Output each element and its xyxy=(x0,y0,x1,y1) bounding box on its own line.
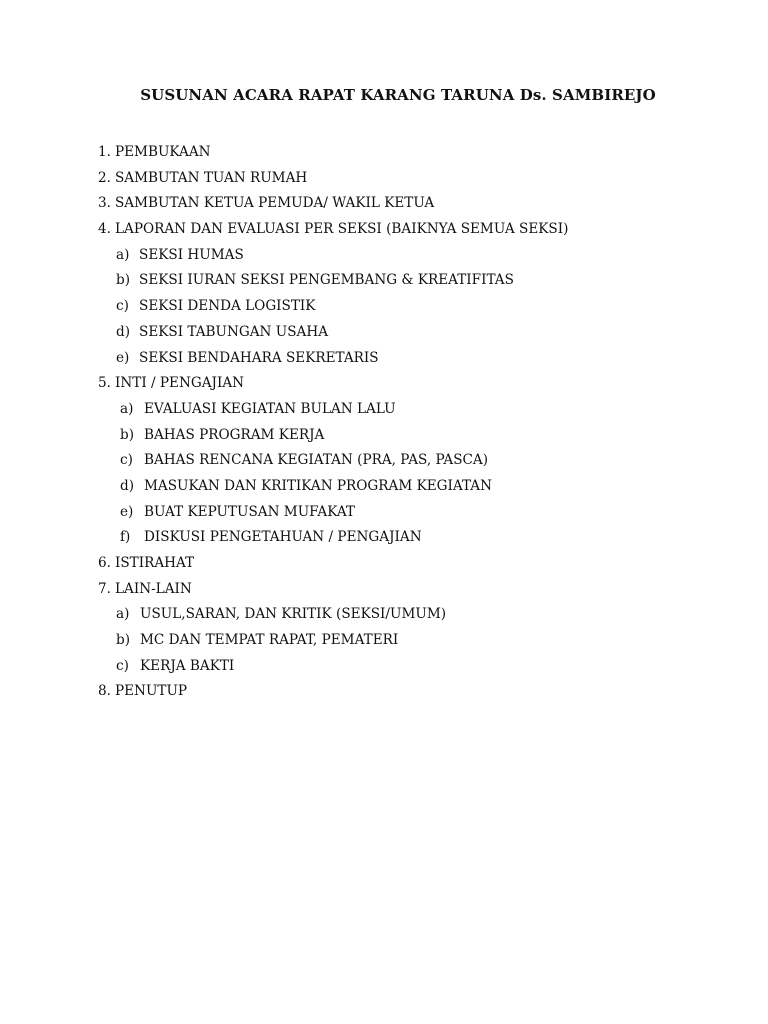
subitem-letter: b) xyxy=(116,632,131,649)
agenda-item xyxy=(98,142,568,168)
agenda-item xyxy=(98,168,568,194)
item-number: 4. xyxy=(98,221,111,238)
subitem-letter: c) xyxy=(120,452,133,469)
agenda-subitem xyxy=(98,348,568,374)
subitem-letter: e) xyxy=(116,349,130,366)
agenda-list xyxy=(98,142,568,707)
agenda-item xyxy=(98,553,568,579)
item-text: SAMBUTAN TUAN RUMAH xyxy=(114,169,308,186)
subitem-letter: b) xyxy=(120,426,135,443)
subitem-text: SEKSI DENDA LOGISTIK xyxy=(139,298,316,315)
item-number: 5. xyxy=(98,375,111,392)
agenda-item xyxy=(98,681,568,707)
agenda-item xyxy=(98,219,568,245)
item-text: INTI / PENGAJIAN xyxy=(114,375,245,392)
item-text: PEMBUKAAN xyxy=(114,144,211,160)
subitem-text: SEKSI HUMAS xyxy=(139,246,244,263)
agenda-subitem xyxy=(98,502,568,528)
item-number: 6. xyxy=(98,555,111,571)
subitem-text: BUAT KEPUTUSAN MUFAKAT xyxy=(144,503,355,520)
subitem-letter: e) xyxy=(120,503,134,520)
subitem-text: SEKSI BENDAHARA SEKRETARIS xyxy=(139,349,379,366)
subitem-letter: c) xyxy=(116,298,129,315)
agenda-subitem xyxy=(98,630,568,656)
agenda-subitem xyxy=(98,399,568,425)
subitem-text: DISKUSI PENGETAHUAN / PENGAJIAN xyxy=(144,529,422,546)
subitem-letter: b) xyxy=(116,272,131,289)
agenda-item xyxy=(98,373,568,399)
item-number: 3. xyxy=(98,195,111,212)
item-text: SAMBUTAN KETUA PEMUDA/ WAKIL KETUA xyxy=(114,195,435,212)
item-text: PENUTUP xyxy=(114,683,188,700)
subitem-text: USUL,SARAN, DAN KRITIK (SEKSI/UMUM) xyxy=(140,606,447,623)
item-text: LAIN-LAIN xyxy=(114,580,192,597)
item-number: 1. xyxy=(98,144,111,160)
agenda-subitem xyxy=(98,270,568,296)
item-text: ISTIRAHAT xyxy=(114,555,195,571)
agenda-subitem xyxy=(98,245,568,271)
subitem-text: MASUKAN DAN KRITIKAN PROGRAM KEGIATAN xyxy=(144,477,493,494)
subitem-letter: d) xyxy=(116,323,131,340)
subitem-letter: a) xyxy=(116,246,130,263)
agenda-subitem xyxy=(98,425,568,451)
agenda-subitem xyxy=(98,604,568,630)
subitem-text: SEKSI TABUNGAN USAHA xyxy=(139,323,329,340)
item-number: 2. xyxy=(98,169,111,186)
subitem-letter: c) xyxy=(116,657,129,674)
subitem-text: BAHAS PROGRAM KERJA xyxy=(144,426,325,443)
page-title: SUSUNAN ACARA RAPAT KARANG TARUNA Ds. SAMBIREJO xyxy=(140,86,656,104)
item-text: LAPORAN DAN EVALUASI PER SEKSI (BAIKNYA SEMUA SEKSI) xyxy=(114,221,569,238)
item-number: 7. xyxy=(98,580,111,597)
agenda-subitem xyxy=(98,450,568,476)
subitem-text: BAHAS RENCANA KEGIATAN (PRA, PAS, PASCA) xyxy=(144,452,489,469)
agenda-subitem xyxy=(98,476,568,502)
item-number: 8. xyxy=(98,683,111,700)
subitem-text: KERJA BAKTI xyxy=(140,657,235,674)
agenda-subitem xyxy=(98,527,568,553)
subitem-letter: a) xyxy=(120,400,134,417)
subitem-letter: d) xyxy=(120,477,135,494)
agenda-subitem xyxy=(98,656,568,682)
agenda-item xyxy=(98,579,568,605)
subitem-text: EVALUASI KEGIATAN BULAN LALU xyxy=(144,400,396,417)
subitem-letter: f) xyxy=(120,529,131,546)
agenda-subitem xyxy=(98,322,568,348)
agenda-item xyxy=(98,193,568,219)
subitem-text: MC DAN TEMPAT RAPAT, PEMATERI xyxy=(140,632,399,649)
subitem-letter: a) xyxy=(116,606,130,623)
subitem-text: SEKSI IURAN SEKSI PENGEMBANG & KREATIFITAS xyxy=(139,272,514,289)
agenda-subitem xyxy=(98,296,568,322)
